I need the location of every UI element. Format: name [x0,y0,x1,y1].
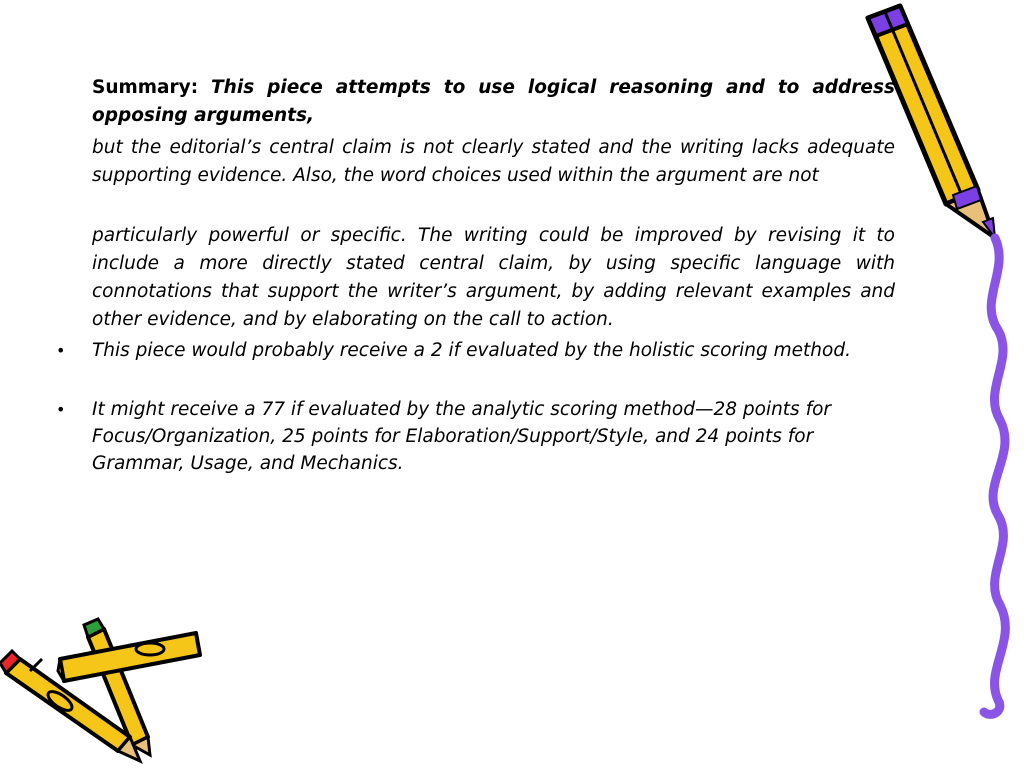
summary-label: Summary: [92,77,199,98]
paragraph-improvements: particularly powerful or specific. The writing could be improved by revising it to include a more directly stated central claim, by using specific language with connotations that support the writer’s argument, by adding relevant examples and other evidence, and by elaborating on the call to action. [92,225,895,330]
pencil-horizontal [58,633,200,681]
purple-squiggle [984,238,1005,714]
bullet-marker: • [56,400,66,419]
pencil-body [868,6,995,238]
bullet-text: This piece would probably receive a 2 if evaluated by the holistic scoring method. [92,340,851,361]
pencil-clipart-icon [860,0,1020,730]
paragraph-claim-evidence: but the editorial’s central claim is not clearly stated and the writing lacks adequate supporting evidence. Also, the word choices used within the argument are not [92,137,895,186]
summary-lead: This piece attempts to use logical reasoning and to address opposing arguments, [92,77,895,126]
bullet-text: It might receive a 77 if evaluated by the analytic scoring method—28 points for Focus/Organization, 25 points for Elaboration/Support/Style, and 24 points for Grammar, Usage, and Mechanics. [92,399,832,474]
summary-heading [92,74,895,130]
crossed-pencils-clipart-icon [0,615,210,765]
bullet-holistic-score [56,337,882,364]
bullet-marker: • [56,341,66,360]
bullet-analytic-score [56,396,882,477]
